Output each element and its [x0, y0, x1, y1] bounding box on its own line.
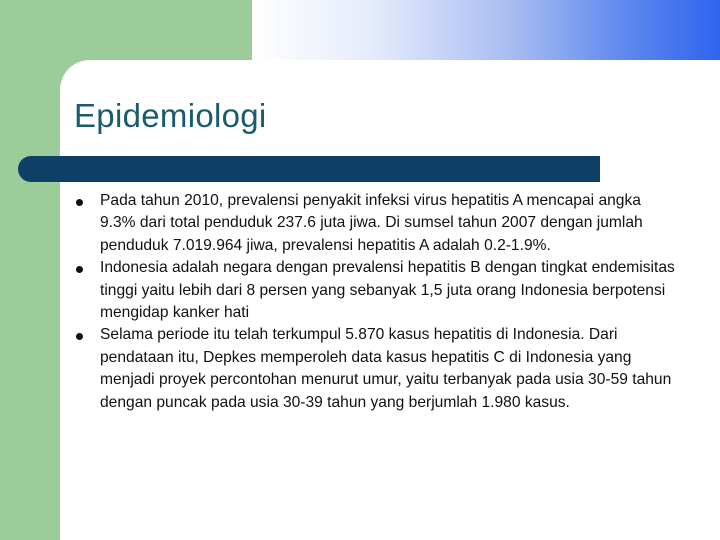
slide-title: Epidemiologi — [74, 97, 267, 134]
bullet-dot-icon — [76, 199, 83, 206]
bullet-item — [76, 190, 676, 257]
bullet-text: Indonesia adalah negara dengan prevalensi hepatitis B dengan tingkat endemisitas tinggi yaitu lebih dari 8 persen yang sebanyak 1,5 juta orang Indonesia berpotensi mengidap kanker hati — [100, 259, 675, 322]
bullet-text: Pada tahun 2010, prevalensi penyakit infeksi virus hepatitis A mencapai angka 9.3% dari total penduduk 237.6 juta jiwa. Di sumsel tahun 2007 dengan jumlah penduduk 7.019.964 jiwa, prevalensi hepatitis A adalah 0.2-1.9%. — [100, 192, 643, 254]
title-divider-bar — [18, 156, 600, 182]
bullet-dot-icon — [76, 333, 83, 340]
bullet-list — [76, 190, 676, 414]
bullet-text: Selama periode itu telah terkumpul 5.870 kasus hepatitis di Indonesia. Dari pendataan itu, Depkes memperoleh data kasus hepatitis C di Indonesia yang menjadi proyek percontohan menurut umur, yaitu terbanyak pada usia 30-59 tahun dengan puncak pada usia 30-39 tahun yang berjumlah 1.980 kasus. — [100, 326, 672, 411]
bullet-item — [76, 324, 676, 414]
bullet-dot-icon — [76, 266, 83, 273]
bullet-item — [76, 257, 676, 324]
